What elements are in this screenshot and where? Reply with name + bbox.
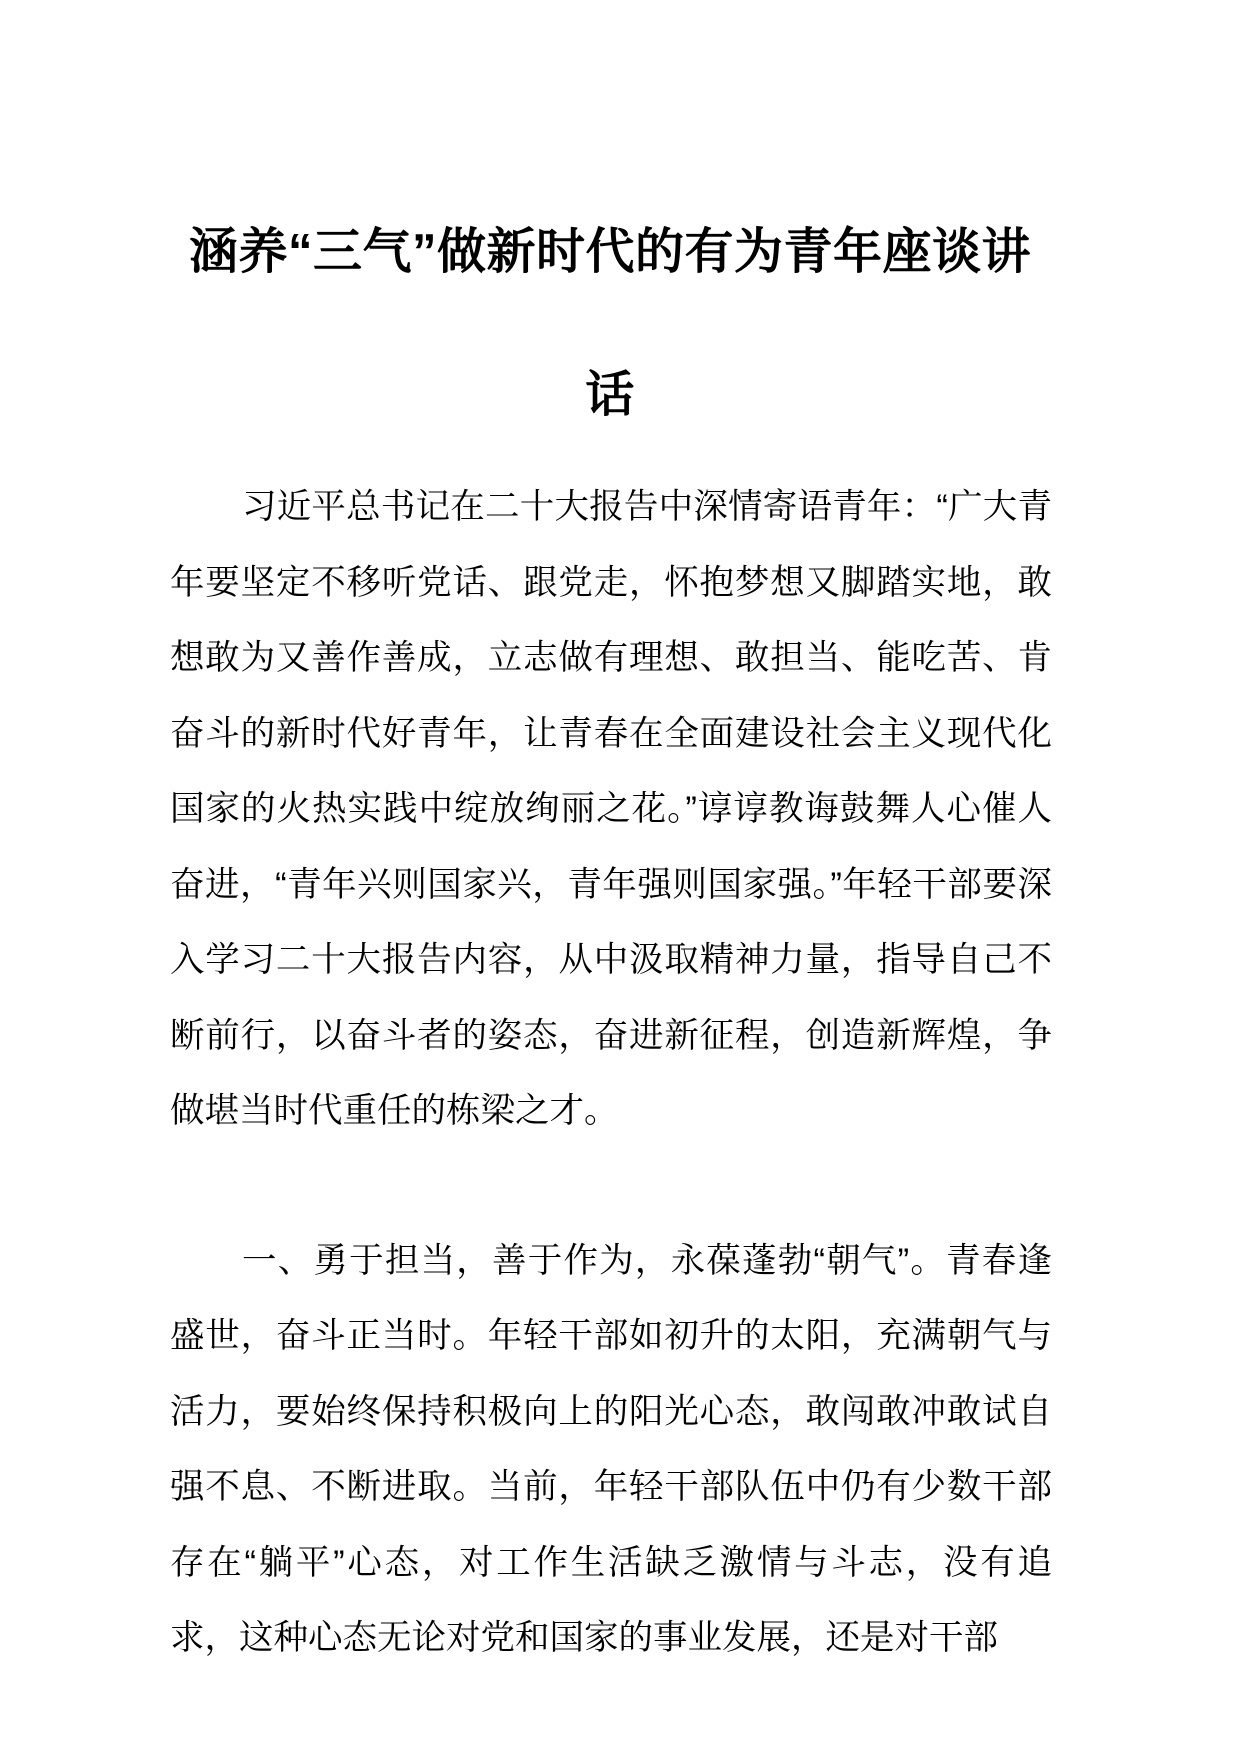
paragraph-section-one: 一、勇于担当，善于作为，永葆蓬勃“朝气”。青春逢盛世，奋斗正当时。年轻干部如初升的太阳，充满朝气与活力，要始终保持积极向上的阳光心态，敢闯敢冲敢试自强不息、不断进取。当前，年轻干部队伍中仍有少数干部存在“躺平”心态，对工作生活缺乏激情与斗志，没有追求，这种心态无论对党和国家的事业发展，还是对干部 [170,1241,1052,1657]
document-body [170,470,1052,1677]
page-title: 涵养“三气”做新时代的有为青年座谈讲话 [188,224,1031,422]
paragraph-intro: 习近平总书记在二十大报告中深情寄语青年：“广大青年要坚定不移听党话、跟党走，怀抱梦想又脚踏实地，敢想敢为又善作善成，立志做有理想、敢担当、能吃苦、肯奋斗的新时代好青年，让青春在全面建设社会主义现代化国家的火热实践中绽放绚丽之花。”谆谆教诲鼓舞人心催人奋进，“青年兴则国家兴，青年强则国家强。”年轻干部要深入学习二十大报告内容，从中汲取精神力量，指导自己不断前行，以奋斗者的姿态，奋进新征程，创造新辉煌，争做堪当时代重任的栋梁之才。 [170,488,1052,1130]
